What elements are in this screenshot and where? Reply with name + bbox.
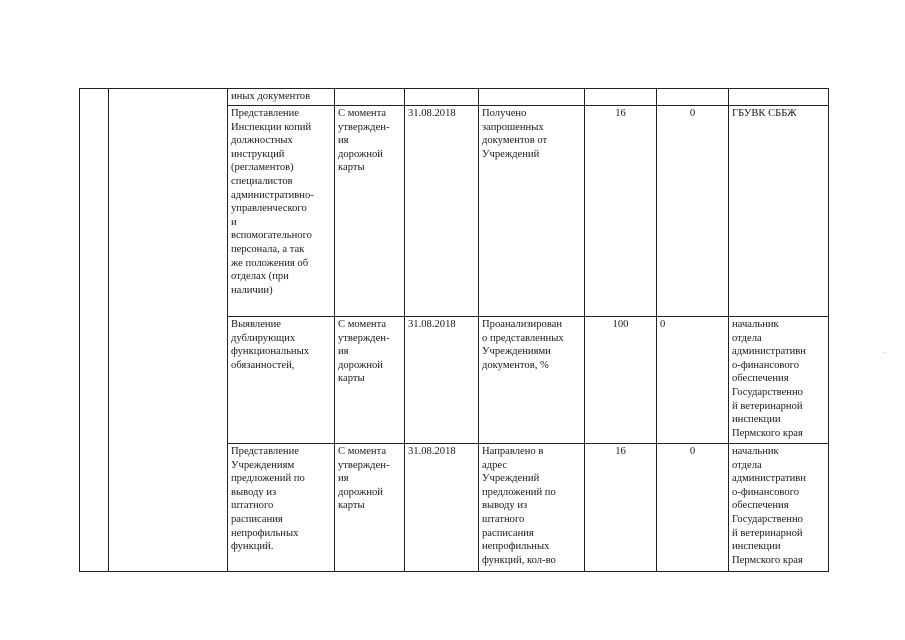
activity-cell: иных документов — [228, 89, 335, 106]
table-row — [80, 89, 829, 106]
result-cell: Направлено в адрес Учреждений предложений по выводу из штатного расписания непрофильных функций, кол-во — [479, 444, 585, 572]
plan-value-cell: 16 — [585, 444, 657, 572]
scan-artifact — [884, 352, 885, 353]
date-cell — [405, 89, 479, 106]
plan-value-cell: 100 — [585, 317, 657, 444]
date-cell: 31.08.2018 — [405, 106, 479, 317]
responsible-cell: начальник отдела административн о-финансового обеспечения Государственно й ветеринарной инспекции Пермского края — [729, 444, 829, 572]
activity-cell: Представление Инспекции копий должностных инструкций (регламентов) специалистов административно- управленческого и вспомогательного персонала, а так же положения об отделах (при наличии) — [228, 106, 335, 317]
result-cell — [479, 89, 585, 106]
responsible-cell — [729, 89, 829, 106]
date-cell: 31.08.2018 — [405, 444, 479, 572]
term-cell: С момента утвержден- ия дорожной карты — [335, 444, 405, 572]
term-cell — [335, 89, 405, 106]
result-cell: Получено запрошенных документов от Учреждений — [479, 106, 585, 317]
fact-value-cell: 0 — [657, 444, 729, 572]
activity-cell: Выявление дублирующих функциональных обязанностей, — [228, 317, 335, 444]
fact-value-cell: 0 — [657, 317, 729, 444]
blank-cell — [80, 89, 109, 572]
result-cell: Проанализирован о представленных Учреждениями документов, % — [479, 317, 585, 444]
fact-value-cell: 0 — [657, 106, 729, 317]
responsible-cell: ГБУВК СББЖ — [729, 106, 829, 317]
term-cell: С момента утвержден- ия дорожной карты — [335, 317, 405, 444]
blank-cell — [109, 89, 228, 572]
plan-value-cell: 16 — [585, 106, 657, 317]
fact-value-cell — [657, 89, 729, 106]
term-cell: С момента утвержден- ия дорожной карты — [335, 106, 405, 317]
plan-value-cell — [585, 89, 657, 106]
date-cell: 31.08.2018 — [405, 317, 479, 444]
responsible-cell: начальник отдела административн о-финансового обеспечения Государственно й ветеринарной инспекции Пермского края — [729, 317, 829, 444]
roadmap-table — [79, 88, 829, 572]
activity-cell: Представление Учреждениям предложений по выводу из штатного расписания непрофильных функций. — [228, 444, 335, 572]
